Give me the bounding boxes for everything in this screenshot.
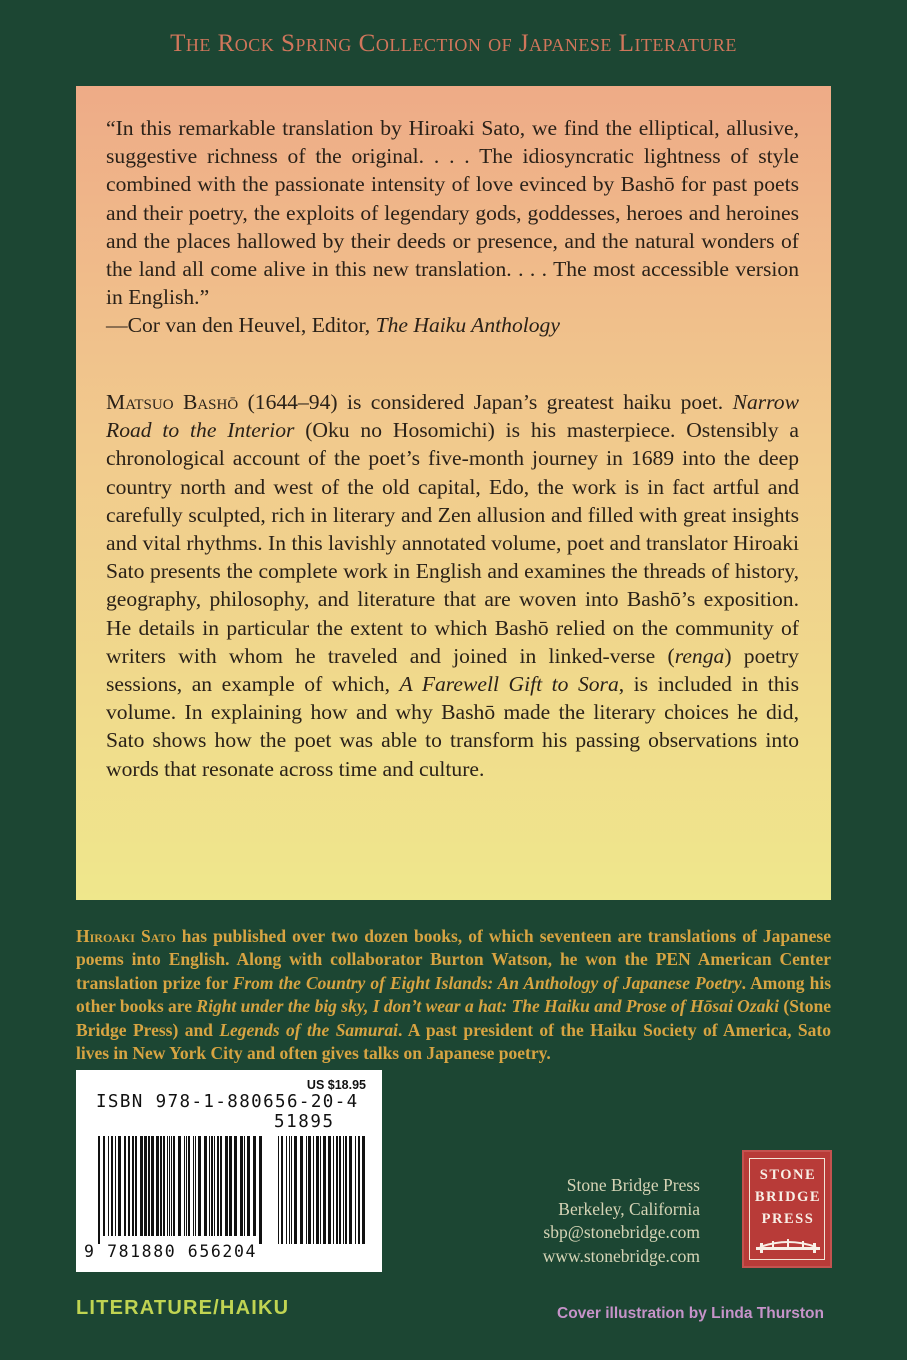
barcode-bar — [211, 1136, 213, 1236]
barcode-bar — [151, 1136, 154, 1236]
desc-text-3: ) poetry sessions, an example of which, — [106, 643, 799, 697]
barcode-bar — [300, 1136, 303, 1244]
translator-bio — [76, 925, 831, 1065]
barcode-bar — [345, 1136, 347, 1244]
barcode-bar — [316, 1136, 319, 1244]
barcode-bar — [128, 1136, 130, 1236]
barcode-bar — [240, 1136, 243, 1236]
bio-text-1: has published over two dozen books, of which seventeen are translations of Japanese poems into English. Along with collaborator Burton Watson, he won the PEN American Center translation prize for — [76, 926, 831, 993]
logo-line-2: BRIDGE — [754, 1189, 822, 1205]
barcode-bar — [204, 1136, 207, 1236]
barcode-bar — [186, 1136, 187, 1236]
bridge-icon — [750, 1235, 826, 1259]
work-title: Narrow Road to the Interior — [106, 390, 799, 443]
barcode-label — [76, 1070, 382, 1272]
publisher-website: www.stonebridge.com — [542, 1245, 700, 1266]
desc-text-2: (Oku no Hosomichi) is his masterpiece. Ostensibly a chronological account of the poet’s five-month journey in 1689 into the deep country north and west of the old capital, Edo, the work is in fact artful and carefully sculpted, rich in literary and Zen allusion and filled with great insights and vital rhythms. In this lavishly annotated volume, poet and translator Hiroaki Sato presents the complete work in English and examines the threads of history, geography, philosophy, and literature that are woven into Bashō’s exposition. He details in particular the extent to which Bashō relied on the community of writers with whom he traveled and joined in linked-verse ( — [106, 418, 799, 668]
barcode-bar — [118, 1136, 121, 1236]
barcode-bar — [333, 1136, 334, 1244]
barcode-bar — [178, 1136, 181, 1236]
stone-bridge-press-logo — [742, 1150, 832, 1268]
barcode-bar — [291, 1136, 292, 1244]
bio-text-2: . Among his other books are — [76, 972, 831, 1017]
barcode-bar — [320, 1136, 321, 1244]
barcode-bar — [156, 1136, 159, 1236]
bio-book-2: Right under the big sky, I don’t wear a hat: The Haiku and Prose of Hōsai Ozaki — [196, 996, 779, 1017]
renga-term: renga — [674, 643, 725, 668]
barcode-bar — [193, 1136, 194, 1236]
farewell-title: A Farewell Gift to Sora — [399, 672, 619, 697]
barcode-bar — [306, 1136, 307, 1244]
barcode-bar — [281, 1136, 283, 1244]
barcode-bar — [171, 1136, 172, 1236]
barcode-bar — [244, 1136, 245, 1236]
publisher-city: Berkeley, California — [558, 1198, 700, 1219]
desc-text-4: , is included in this volume. In explaining how and why Bashō made the literary choices he did, Sato shows how the poet was able to transform his passing observations into words that resonate across time and culture. — [106, 672, 799, 781]
barcode-bar — [253, 1136, 256, 1236]
barcode-bar — [209, 1136, 210, 1236]
barcode-bar — [169, 1136, 170, 1236]
barcode-bar — [328, 1136, 331, 1244]
barcode-bar — [313, 1136, 314, 1244]
publisher-info — [480, 1174, 700, 1268]
barcode-bar — [336, 1136, 338, 1244]
desc-text-1: (1644–94) is considered Japan’s greatest haiku poet. — [238, 390, 733, 414]
barcode-bar — [358, 1136, 360, 1244]
bio-book-3: Legends of the Samurai — [219, 1019, 398, 1040]
barcode-bar — [286, 1136, 287, 1244]
publisher-email: sbp@stonebridge.com — [543, 1222, 700, 1242]
barcode-bar — [247, 1136, 250, 1236]
quote-attribution — [106, 311, 799, 339]
quote-text: “In this remarkable translation by Hiroaki Sato, we find the elliptical, allusive, suggestive richness of the original. . . . The idiosyncratic lightness of style combined with the passionate intensity of love evinced by Bashō for past poets and their poetry, the exploits of legendary gods, goddesses, heroes and heroines and the places hallowed by their deeds or presence, and the natural wonders of the land all come alive in this new translation. . . . The most accessible version in English.” — [106, 116, 799, 310]
barcode-bar — [259, 1136, 262, 1244]
attribution-title: The Haiku Anthology — [375, 313, 560, 338]
publisher-name: Stone Bridge Press — [566, 1175, 700, 1195]
barcode-bar — [140, 1136, 143, 1236]
barcode-bar — [349, 1136, 352, 1244]
blurb-quote — [106, 114, 799, 340]
barcode-bar — [339, 1136, 341, 1244]
barcode-bar — [343, 1136, 344, 1244]
barcode-bar — [103, 1136, 105, 1236]
cover-credit: Cover illustration by Linda Thurston — [557, 1305, 824, 1322]
price-code: 51895 — [274, 1112, 335, 1132]
barcode-bar — [188, 1136, 190, 1236]
barcode-bar — [167, 1136, 168, 1236]
category-label: LITERATURE/HAIKU — [76, 1297, 290, 1319]
barcode-bar — [198, 1136, 201, 1236]
barcode-bar — [214, 1136, 215, 1236]
translator-name: Hiroaki Sato — [76, 926, 176, 946]
attribution-name: —Cor van den Heuvel, Editor, — [106, 313, 376, 338]
barcode-bar — [195, 1136, 196, 1236]
barcode-bar — [355, 1136, 356, 1244]
barcode-bar — [135, 1136, 137, 1236]
barcode-bar — [132, 1136, 134, 1236]
barcode-bar — [294, 1136, 297, 1244]
barcode-bar — [225, 1136, 228, 1236]
barcode-bar — [173, 1136, 175, 1236]
ean-bars — [98, 1136, 262, 1244]
barcode-bar — [163, 1136, 165, 1236]
barcode-bar — [308, 1136, 311, 1244]
barcode-bar — [220, 1136, 222, 1236]
book-description — [106, 388, 799, 783]
barcode-bar — [323, 1136, 326, 1244]
logo-frame — [749, 1158, 825, 1260]
barcode-bar — [289, 1136, 290, 1244]
barcode-bar — [217, 1136, 219, 1236]
barcode-bar — [108, 1136, 109, 1236]
barcode-bar — [184, 1136, 185, 1236]
description-panel — [76, 86, 831, 900]
logo-line-3: PRESS — [761, 1211, 815, 1227]
barcode-bar — [111, 1136, 113, 1236]
addon-bars — [278, 1136, 365, 1244]
barcode-bar — [278, 1136, 279, 1244]
isbn: ISBN 978-1-880656-20-4 — [96, 1092, 359, 1112]
bio-text-3: (Stone Bridge Press) and — [76, 996, 832, 1040]
barcode-bar — [98, 1136, 100, 1244]
barcode-bar — [115, 1136, 116, 1236]
barcode-bar — [362, 1136, 365, 1244]
price: US $18.95 — [306, 1078, 366, 1092]
barcode-bar — [124, 1136, 126, 1236]
bio-text-4: . A past president of the Haiku Society of America, Sato lives in New York City and often gives talks on Japanese poetry. — [76, 1019, 831, 1064]
barcode-bar — [160, 1136, 162, 1236]
bio-book-1: From the Country of Eight Islands: An Anthology of Japanese Poetry — [232, 972, 742, 993]
ean-number: 9 781880 656204 — [84, 1242, 258, 1261]
barcode-bar — [144, 1136, 147, 1236]
barcode-bar — [234, 1136, 237, 1236]
barcode-bar — [148, 1136, 150, 1236]
author-name: Matsuo Bashō — [106, 390, 239, 414]
barcode-bar — [229, 1136, 232, 1236]
logo-line-1: STONE — [759, 1167, 817, 1183]
series-title: The Rock Spring Collection of Japanese Literature — [170, 30, 737, 57]
